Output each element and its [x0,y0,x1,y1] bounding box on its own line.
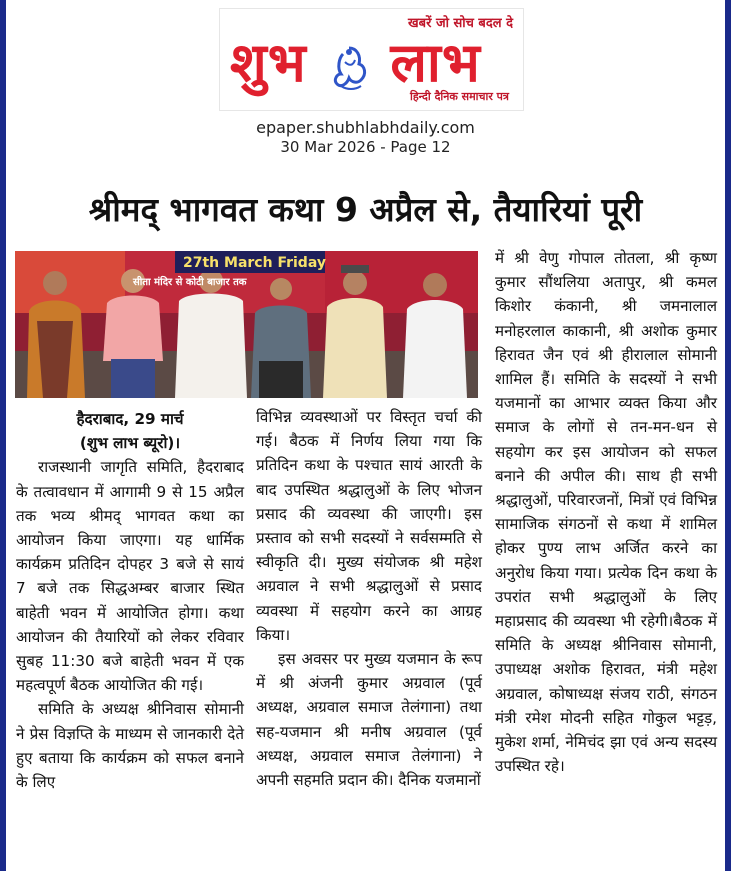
column-2-paragraph-2: इस अवसर पर मुख्य यजमान के रूप में श्री अंजनी कुमार अग्रवाल (पूर्व अध्यक्ष, अग्रवाल समाज तेलंगाना) तथा सह-यजमान श्री मनीष अग्रवाल (पूर्व अध्यक्ष, अग्रवाल समाज तेलंगाना) ने अपनी सहमति प्रदान की। दैनिक यजमानों [256,650,482,790]
logo-name-right: लाभ [390,30,481,94]
article-column-2 [256,405,482,792]
epaper-url[interactable]: epaper.shubhlabhdaily.com [256,118,475,137]
dateline-bureau: (शुभ लाभ ब्यूरो)। [79,434,181,453]
logo-wordmark [230,23,481,97]
banner-date-text: 27th March Friday [183,255,326,271]
meeting-photo-illustration [15,251,478,398]
article-column-1 [16,407,244,794]
edition-date-page: 30 Mar 2026 - Page 12 [280,138,451,156]
column-3-paragraph-1: में श्री वेणु गोपाल तोतला, श्री कृष्ण कुमार सौंथलिया अतापुर, श्री कमल किशोर कंकानी, श्री जमनालाल मनोहरलाल काकानी, श्री अशोक कुमार हिरावत जैन एवं श्री हीरालाल सोमानी शामिल हैं। समिति के सदस्यों ने सभी यजमानों का आभार व्यक्त किया और समाज के लोगों से तन-मन-धन से सहयोग कर इस आयोजन को सफल बनाने की अपील की। साथ ही सभी श्रद्धालुओं, परिवारजनों, मित्रों एवं विभिन्न सामाजिक संगठनों से कथा में शामिल होकर पुण्य लाभ अर्जित करने का अनुरोध किया गया। प्रत्येक दिन कथा के उपरांत सभी श्रद्धालुओं के लिए महाप्रसाद की व्यवस्था भी रहेगी।बैठक में समिति के अध्यक्ष श्रीनिवास सोमानी, उपाध्यक्ष अशोक हिरावत, मंत्री महेश अग्रवाल, कोषाध्यक्ष संजय राठी, संगठन मंत्री रमेश मोदनी सहित गोकुल भट्टड़, मुकेश शर्मा, नेमिचंद झा एवं अन्य सदस्य उपस्थित रहे। [495,249,717,776]
article-photo [15,251,478,398]
column-1-paragraph-2: समिति के अध्यक्ष श्रीनिवास सोमानी ने प्रेस विज्ञप्ति के माध्यम से जानकारी देते हुए बताया कि कार्यक्रम को सफल बनाने के लिए [16,700,244,792]
dateline-place: हैदराबाद, 29 मार्च [76,410,184,428]
column-2-paragraph-1: विभिन्न व्यवस्थाओं पर विस्तृत चर्चा की गई। बैठक में निर्णय लिया गया कि प्रतिदिन कथा के पश्चात सायं आरती के बाद उपस्थित श्रद्धालुओं के लिए भोजन प्रसाद की व्यवस्था की जाएगी। इस प्रस्ताव को सभी सदस्यों ने सर्वसम्मति से स्वीकृति दी। मुख्य संयोजक श्री महेश अग्रवाल ने सभी श्रद्धालुओं से प्रसाद व्यवस्था में सहयोग करने का आग्रह किया। [256,408,482,644]
article-headline: श्रीमद् भागवत कथा 9 अप्रैल से, तैयारियां पूरी [88,190,643,229]
article-column-3 [495,246,717,778]
newspaper-logo [219,8,524,111]
logo-tagline: खबरें जो सोच बदल दे [408,16,513,31]
column-1-paragraph-1: राजस्थानी जागृति समिति, हैदराबाद के तत्वावधान में आगामी 9 से 15 अप्रैल तक भव्य श्रीमद् भागवत कथा का आयोजन किया जाएगा। यह धार्मिक कार्यक्रम प्रतिदिन दोपहर 3 बजे से सायं 7 बजे तक सिद्धअम्बर बाजार स्थित बाहेती भवन में आयोजित होगा। कथा आयोजन की तैयारियों को लेकर रविवार सुबह 11:30 बजे बाहेती भवन में एक महत्वपूर्ण बैठक आयोजित की गई। [16,458,244,695]
banner-route-text: सीता मंदिर से कोटी बाजार तक [133,277,247,288]
logo-name-left: शुभ [230,30,307,94]
ganesh-icon [327,42,371,92]
logo-subtitle: हिन्दी दैनिक समाचार पत्र [409,90,509,103]
